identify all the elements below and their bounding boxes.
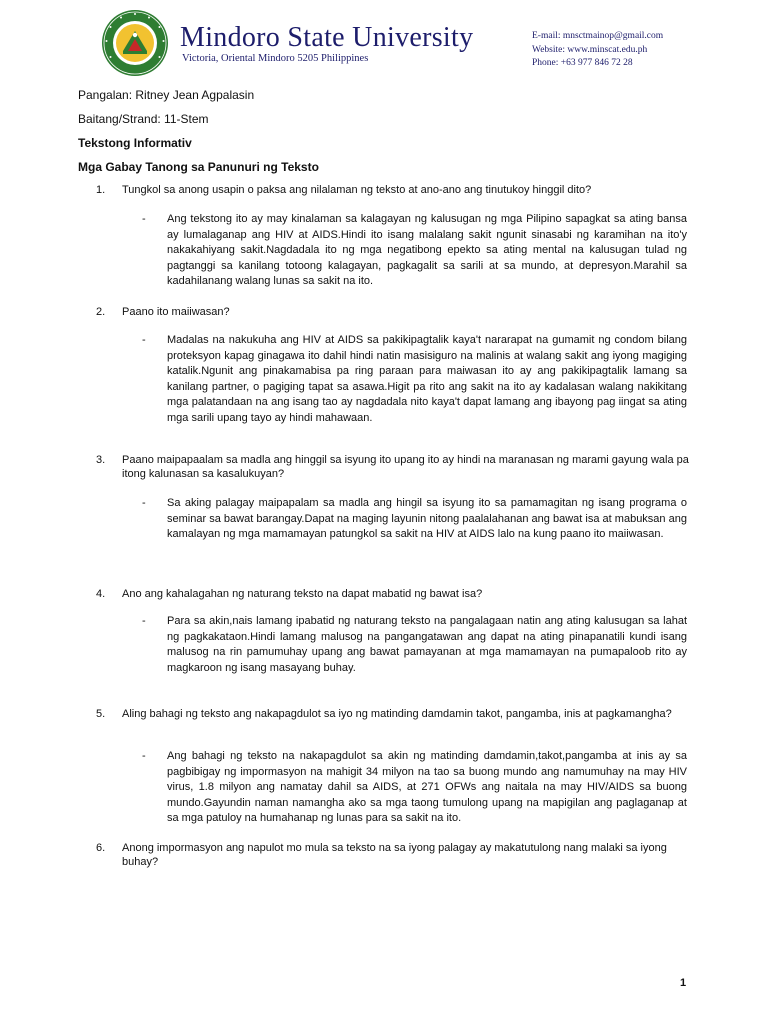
question-number: 1. bbox=[96, 184, 106, 196]
document-title: Mga Gabay Tanong sa Panunuri ng Teksto bbox=[78, 160, 319, 174]
question-text: Aling bahagi ng teksto ang nakapagdulot sa iyo ng matinding damdamin takot, pangamba, inis at pagkamangha? bbox=[122, 708, 672, 720]
bullet-dash: - bbox=[142, 615, 146, 627]
question-text: Tungkol sa anong usapin o paksa ang nilalaman ng teksto at ano-ano ang tinutukoy hinggil dito? bbox=[122, 184, 592, 196]
question-6 bbox=[78, 841, 690, 869]
contact-website: Website: www.minscat.edu.ph bbox=[532, 44, 648, 55]
page-number: 1 bbox=[680, 977, 687, 989]
question-text: Anong impormasyon ang napulot mo mula sa teksto na sa iyong palagay ay makatutulong nang malaki sa iyong buhay? bbox=[122, 842, 667, 868]
question-3 bbox=[78, 453, 690, 481]
answer-text: Sa aking palagay maipapalam sa madla ang hingil sa isyung ito sa pamamagitan ng isang programa o seminar sa bawat barangay.Dapat na maging layunin nitong paalalahanan ang bawat isa at mabuksan ang kamalayan ng mga mamamayan patungkol sa sakit na HIV at AIDS lalo na kung paano ito maiiwasan. bbox=[167, 497, 687, 540]
question-number: 4. bbox=[96, 588, 106, 600]
question-5 bbox=[78, 707, 690, 721]
university-seal-icon bbox=[101, 9, 169, 77]
university-address: Victoria, Oriental Mindoro 5205 Philippines bbox=[182, 53, 369, 64]
question-text: Ano ang kahalagahan ng naturang teksto na dapat mabatid ng bawat isa? bbox=[122, 588, 483, 600]
question-number: 6. bbox=[96, 842, 106, 854]
answer-text: Ang tekstong ito ay may kinalaman sa kalagayan ng kalusugan ng mga Pilipino sapagkat sa ating bansa ay lumalaganap ang HIV at AIDS.Hindi ito isang malalang sakit ngunit sinasabi ng karamihan na ito'y nakakahiyang sakit.Nagdadala ito ng mga negatibong epekto sa ating mental na kalusugan tulad ng pagtanggi sa kanilang totoong kalagayan, pagkagalit sa sarili at sa mundo, at depresyon.Marahil sa kadahilanang walang lunas sa sakit na ito. bbox=[167, 213, 687, 287]
answer-3 bbox=[142, 496, 687, 543]
answer-text: Para sa akin,nais lamang ipabatid ng naturang teksto na pangalagaan natin ang ating kalusugan sa lahat ng pagkakataon.Hindi lamang malusog na pangangatawan ang dapat na ating pinapanatili kundi isang malusog na rin pamumuhay upang ang bawat pamayanan at mga mamamayan na pumapaloob rito ay magkaroon ng isang masayang buhay. bbox=[167, 615, 687, 674]
answer-text: Madalas na nakukuha ang HIV at AIDS sa pakikipagtalik kaya't nararapat na gumamit ng condom bilang proteksyon kapag ginagawa ito dahil hindi natin masisiguro na malinis at walang sakit ang iyong magiging katalik.Ngunit ang pinakamabisa pa ring paraan para maiwasan ito ay ang pakikipagtalik lamang sa kanilang partner, o pagiging tapat sa asawa.Higit pa rito ang sakit na ito ay kadalasan walang nakikitang mga palatandaan na ang isang tao ay nagdadala nito kaya't dapat lamang ang ibayong pag iingat sa ating mga sarili upang tayo ay hindi mahawaan. bbox=[167, 334, 687, 424]
student-name: Pangalan: Ritney Jean Agpalasin bbox=[78, 88, 255, 102]
bullet-dash: - bbox=[142, 497, 146, 509]
bullet-dash: - bbox=[142, 213, 146, 225]
grade-strand: Baitang/Strand: 11-Stem bbox=[78, 112, 209, 126]
text-type-heading: Tekstong Informativ bbox=[78, 136, 192, 150]
question-4 bbox=[78, 587, 690, 601]
answer-2 bbox=[142, 333, 687, 426]
question-text: Paano maipapaalam sa madla ang hinggil sa isyung ito upang ito ay hindi na maranasan ng marami gayung wala pa itong kalunasan sa kasalukuyan? bbox=[122, 454, 689, 480]
question-1 bbox=[78, 183, 690, 197]
bullet-dash: - bbox=[142, 334, 146, 346]
contact-phone: Phone: +63 977 846 72 28 bbox=[532, 58, 633, 68]
contact-block bbox=[532, 30, 768, 71]
answer-text: Ang bahagi ng teksto na nakapagdulot sa akin ng matinding damdamin,takot,pangamba at inis ay sa pagbibigay ng impormasyon na mahigit 34 milyon na tao sa buong mundo ang namumuhay na may HIV virus, 1.8 milyon ang namatay dahil sa AIDS, at 271 OFWs ang naitala na may HIV/AIDS sa buong mundo.Gayundin naman namangha ako sa mga taong tumulong upang na mapigilan ang paglaganap at sa mga patuloy na humahanap ng lunas para sa sakit na ito. bbox=[167, 750, 687, 824]
answer-1 bbox=[142, 212, 687, 290]
question-number: 3. bbox=[96, 454, 106, 466]
letterhead bbox=[0, 0, 768, 80]
question-2 bbox=[78, 305, 690, 319]
answer-5 bbox=[142, 749, 687, 827]
bullet-dash: - bbox=[142, 750, 146, 762]
question-number: 2. bbox=[96, 306, 106, 318]
contact-email: E-mail: mnsctmainop@gmail.com bbox=[532, 31, 664, 41]
university-name: Mindoro State University bbox=[180, 22, 474, 53]
question-number: 5. bbox=[96, 708, 106, 720]
answer-4 bbox=[142, 614, 687, 676]
question-text: Paano ito maiiwasan? bbox=[122, 306, 230, 318]
